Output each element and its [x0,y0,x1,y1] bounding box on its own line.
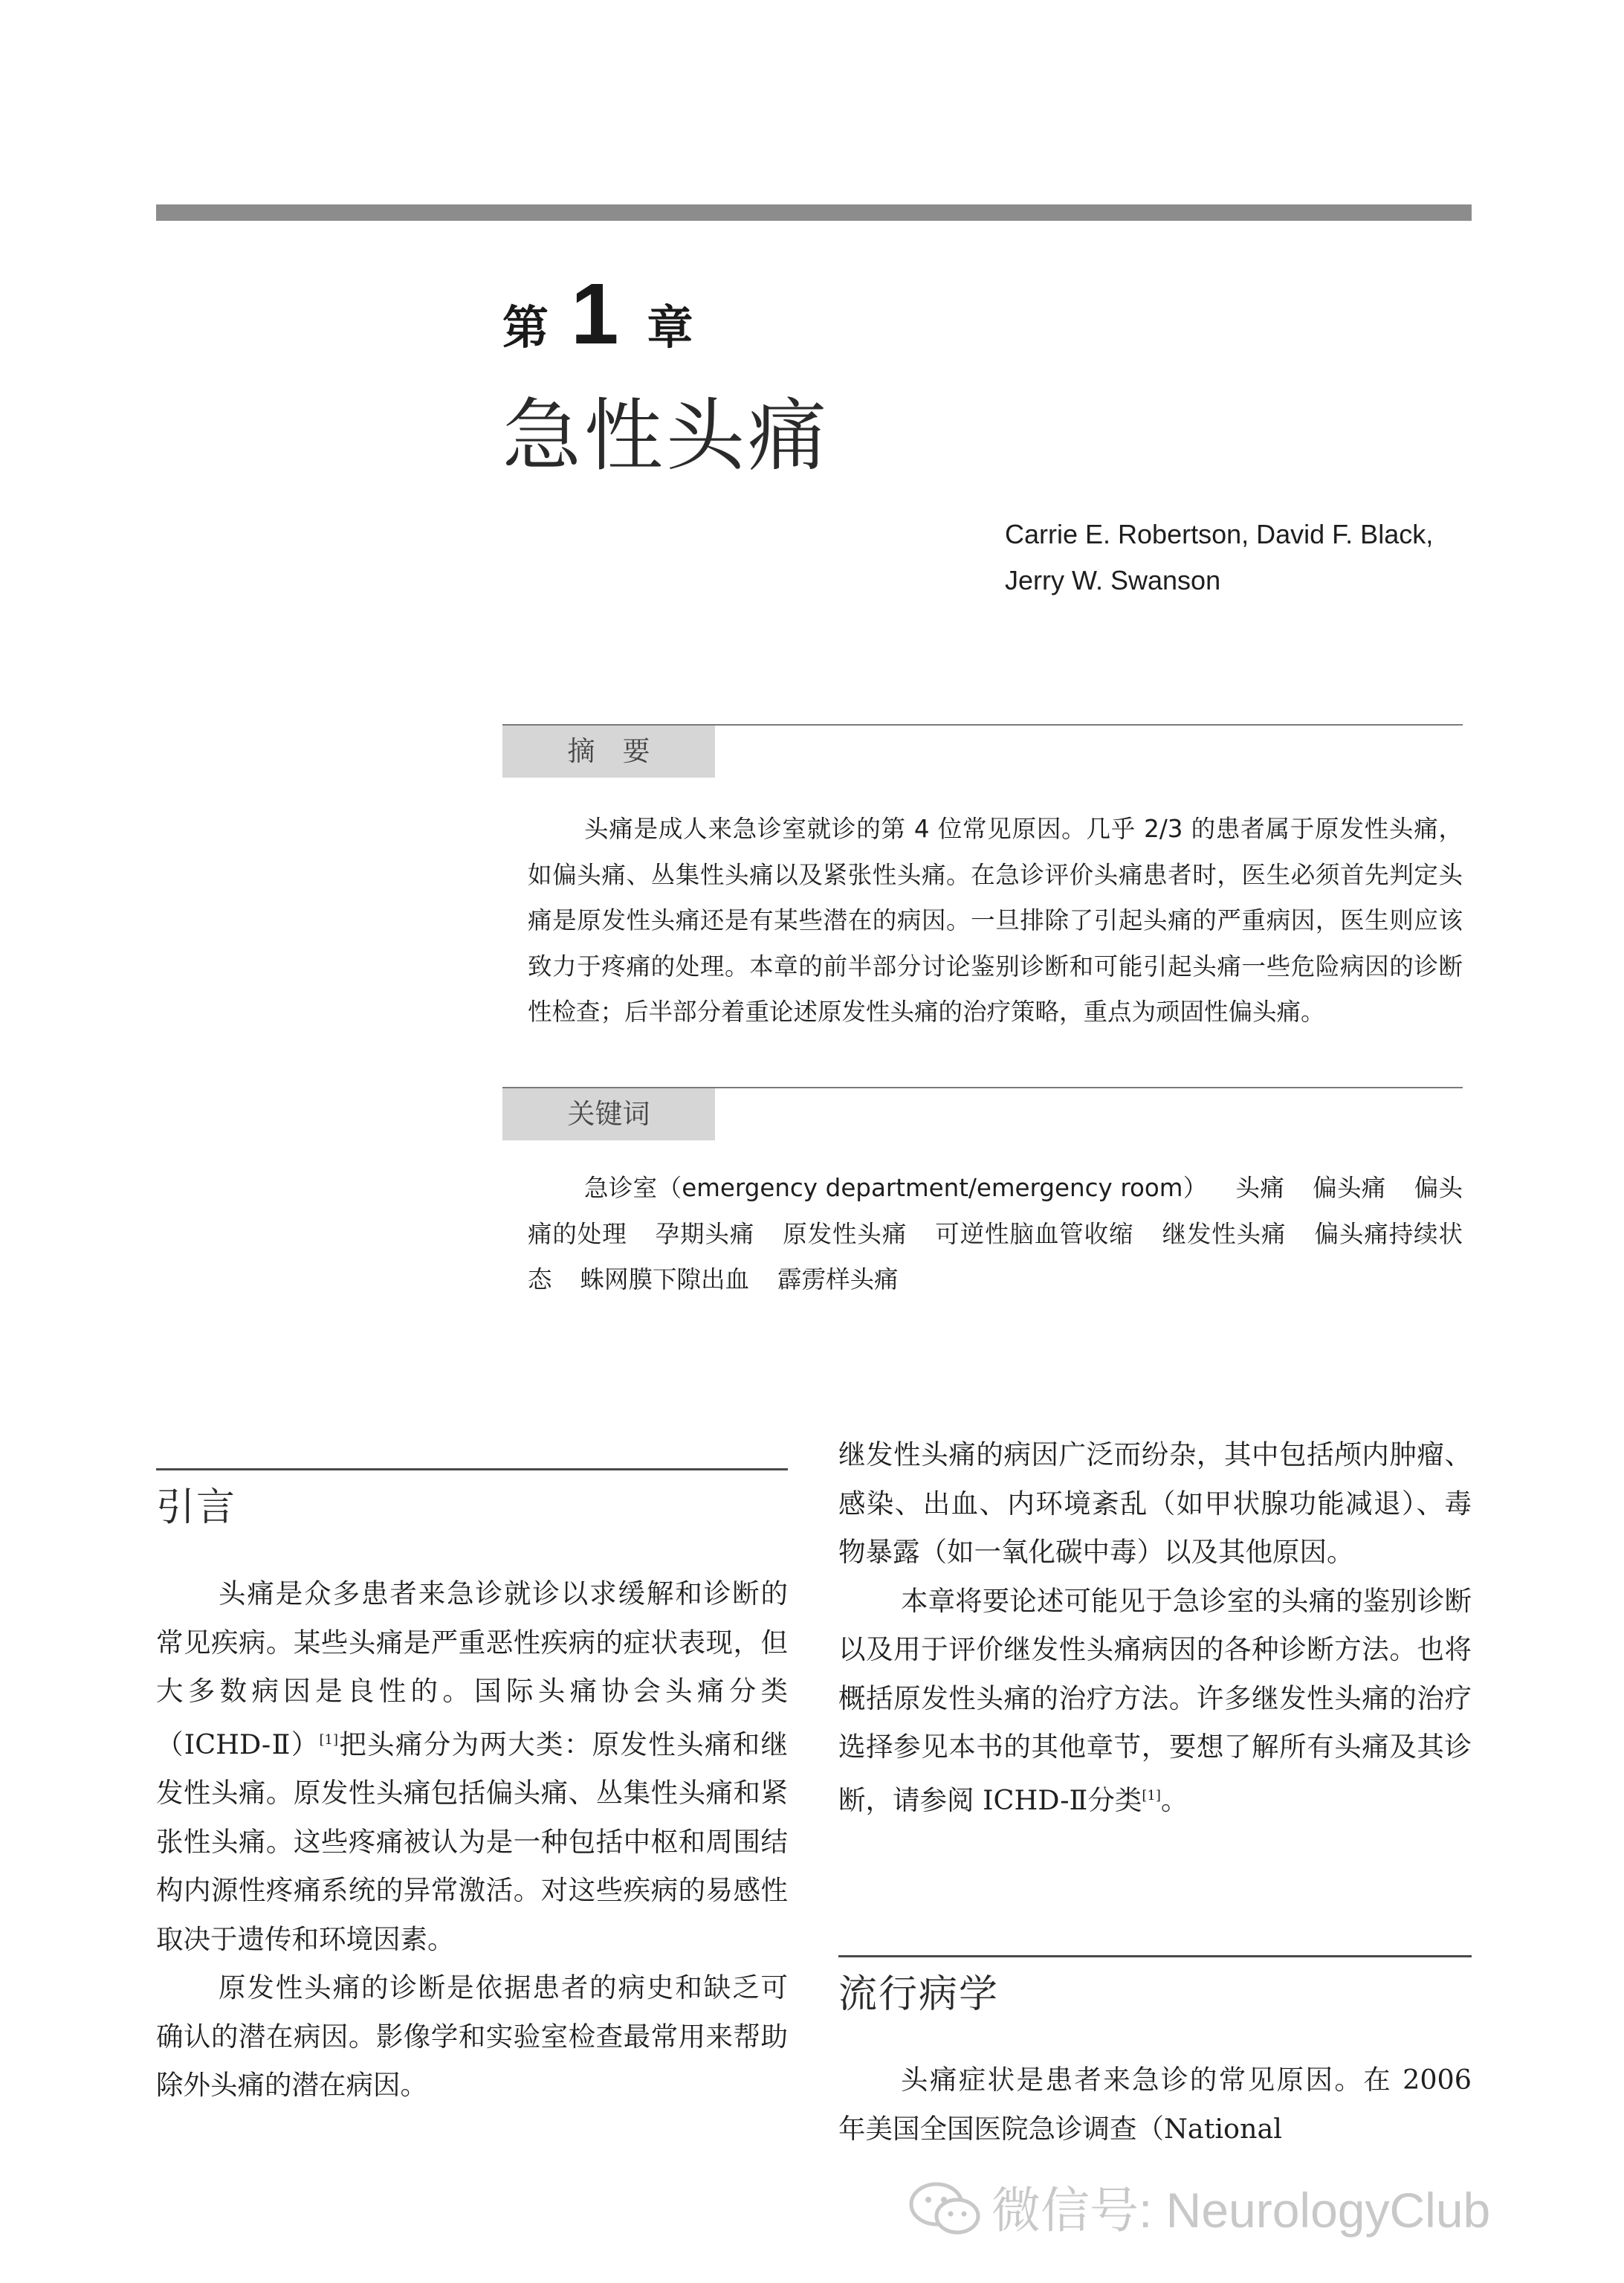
watermark [908,2171,1490,2250]
keyword: 原发性头痛 [783,1219,908,1248]
abstract-label: 摘 要 [502,726,715,778]
right-column-body [838,1430,1472,1824]
chapter-title: 急性头痛 [502,390,829,482]
keyword: 霹雳样头痛 [777,1265,899,1294]
abstract-paragraph: 头痛是成人来急诊室就诊的第 4 位常见原因。几乎 2/3 的患者属于原发性头痛，如偏头痛、丛集性头痛以及紧张性头痛。在急诊评价头痛患者时，医生必须首先判定头痛是原发性头痛还是有某些潜在的病因。一旦排除了引起头痛的严重病因，医生则应该致力于疼痛的处理。本章的前半部分讨论鉴别诊断和可能引起头痛一些危险病因的诊断性检查；后半部分着重论述原发性头痛的治疗策略，重点为顽固性偏头痛。 [528,815,1463,1026]
intro-paragraph-1: 头痛是众多患者来急诊就诊以求缓解和诊断的常见疾病。某些头痛是严重恶性疾病的症状表现，但大多数病因是良性的。国际头痛协会头痛分类（ICHD-Ⅱ）[1]把头痛分为两大类：原发性头痛和继发性头痛。原发性头痛包括偏头痛、丛集性头痛和紧张性头痛。这些疼痛被认为是一种包括中枢和周围结构内源性疼痛系统的异常激活。对这些疾病的易感性取决于遗传和环境因素。 [156,1578,789,1955]
keyword: 偏头痛 [1313,1174,1386,1202]
intro-paragraph-2: 原发性头痛的诊断是依据患者的病史和缺乏可确认的潜在病因。影像学和实验室检查最常用来帮助除外头痛的潜在病因。 [156,1972,788,2102]
abstract-text [528,807,1463,1036]
chapter-number [502,264,693,364]
continued-paragraph: 继发性头痛的病因广泛而纷杂，其中包括颅内肿瘤、感染、出血、内环境紊乱（如甲状腺功能减退）、毒物暴露（如一氧化碳中毒）以及其他原因。 [838,1438,1472,1568]
keyword: 可逆性脑血管收缩 [935,1219,1134,1248]
chapter-prefix: 第 [502,303,549,354]
keyword: 偏头痛持续状态 [528,1219,1463,1294]
keyword: 蛛网膜下隙出血 [580,1265,750,1294]
chapter-suffix: 章 [647,303,693,354]
keyword: 急诊室（emergency department/emergency room） [584,1174,1208,1202]
wechat-icon [908,2179,983,2250]
intro-rule [156,1468,788,1470]
citation-ref: [1] [1142,1787,1161,1804]
keyword: 偏头痛的处理 [528,1174,1463,1248]
authors-line-1: Carrie E. Robertson, David F. Black, [1005,519,1434,549]
keyword: 孕期头痛 [655,1219,755,1248]
keyword: 继发性头痛 [1162,1219,1287,1248]
authors-line-2: Jerry W. Swanson [1005,565,1221,595]
intro-body [156,1569,788,2110]
intro-heading: 引言 [156,1485,237,1530]
keyword: 头痛 [1235,1174,1285,1202]
epidemiology-paragraph-1: 头痛症状是患者来急诊的常见原因。在 2006 年美国全国医院急诊调查（National [838,2064,1472,2145]
chapter-scope-paragraph: 本章将要论述可能见于急诊室的头痛的鉴别诊断以及用于评价继发性头痛病因的各种诊断方法。也将概括原发性头痛的治疗方法。许多继发性头痛的治疗选择参见本书的其他章节，要想了解所有头痛及其诊断，请参阅 ICHD-Ⅱ分类[1]。 [838,1584,1472,1816]
watermark-text: 微信号: NeurologyClub [991,2183,1491,2238]
epidemiology-body [838,2056,1472,2153]
epidemiology-heading: 流行病学 [838,1972,1000,2017]
citation-ref: [1] [319,1731,339,1748]
authors [1005,511,1481,604]
chapter-number-digit: 1 [571,265,619,362]
epidemiology-rule [838,1955,1472,1957]
keywords-label: 关键词 [502,1088,715,1140]
chapter-top-bar [156,204,1472,221]
keywords-list [528,1166,1463,1303]
